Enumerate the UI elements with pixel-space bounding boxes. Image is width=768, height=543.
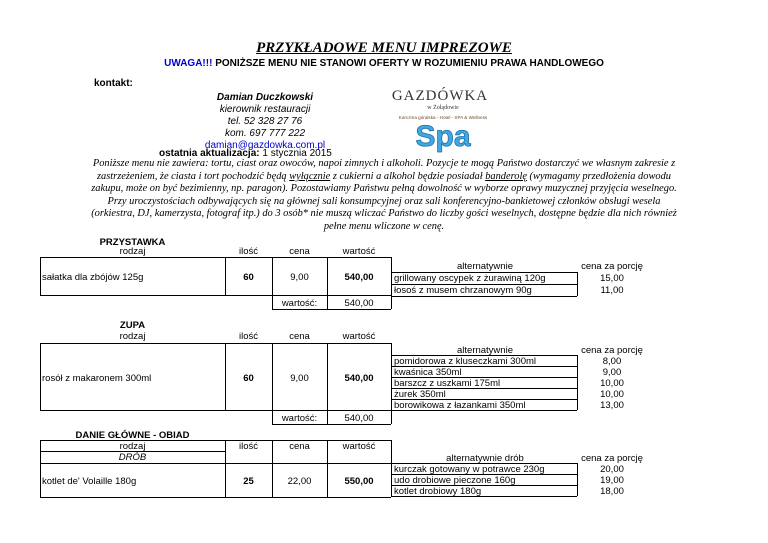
section-title: PRZYSTAWKA [99, 237, 166, 248]
col-header-wartosc: wartość [342, 246, 376, 257]
legal-warning [0, 58, 768, 69]
last-updated-value: 1 stycznia 2015 [259, 148, 332, 159]
contact-role: kierownik restauracji [219, 104, 311, 115]
total-label: wartość: [281, 413, 318, 424]
alt-price-header: cena za porcję [581, 453, 643, 464]
col-header-wartosc: wartość [342, 331, 376, 342]
alt-price-header: cena za porcję [581, 261, 643, 272]
note-line-2: zastrzeżeniem, że ciasta i tort pochodzić będą wyłącznie z cukierni a alkohol będzie posiadał banderolę (wymagamy przedłożenia dowodu [97, 170, 671, 182]
section-title: DANIE GŁÓWNE - OBIAD [75, 430, 190, 441]
alt-item: kurczak gotowany w potrawce 230g [394, 464, 545, 475]
item-qty: 60 [243, 272, 254, 283]
item-value: 540,00 [344, 373, 374, 384]
logo-spa: Spa [415, 120, 471, 153]
item-qty: 60 [243, 373, 254, 384]
alt-item: borowikowa z łazankami 350ml [394, 400, 526, 411]
item-price: 9,00 [290, 272, 309, 283]
item-name: sałatka dla zbójów 125g [42, 272, 144, 283]
col-header-ilosc: ilość [238, 246, 258, 257]
alt-price-header: cena za porcję [581, 345, 643, 356]
underlined-banderole: banderolę [485, 170, 527, 182]
alt-price: 19,00 [600, 475, 624, 486]
alt-price: 15,00 [600, 273, 624, 284]
alt-header: alternatywnie drób [446, 453, 524, 464]
alt-price: 10,00 [600, 378, 624, 389]
total-label: wartość: [281, 298, 318, 309]
col-header-ilosc: ilość [238, 441, 258, 452]
col-header-ilosc: ilość [238, 331, 258, 342]
menu-notes [20, 158, 748, 234]
item-name: kotlet de' Volaille 180g [42, 476, 137, 487]
section-title: ZUPA [119, 320, 146, 331]
logo-sub: w Żołądowie [427, 105, 459, 111]
col-header-wartosc: wartość [342, 441, 376, 452]
page-title: PRZYKŁADOWE MENU IMPREZOWE [256, 40, 512, 56]
note-line-4: Przy uroczystościach odbywających się na głównej sali konsumpcyjnej oraz sali konferencyjno-bankietowej członków obsługi wesela [107, 195, 661, 207]
alt-item: barszcz z uszkami 175ml [394, 378, 501, 389]
contact-phone: tel. 52 328 27 76 [227, 116, 303, 127]
contact-label: kontakt: [94, 78, 133, 89]
alt-price: 18,00 [600, 486, 624, 497]
alt-item: żurek 350ml [394, 389, 446, 400]
warning-prefix: UWAGA!!! [164, 58, 213, 69]
note-line-1: Poniższe menu nie zawiera: tortu, ciast oraz owoców, napoi zimnych i alkoholi. Pozycje te mogą Państwo dostarczyć we własnym zakresie z [92, 158, 676, 169]
item-price: 9,00 [290, 373, 309, 384]
item-price: 22,00 [287, 476, 312, 487]
note-line-5: (orkiestra, DJ, kamerzysta, fotograf itp.) do 3 osób* nie muszą wliczać Państwo do liczby gości weselnych, dostępne będzie dla nich również [91, 208, 677, 220]
item-name: rosół z makaronem 300ml [42, 373, 152, 384]
alt-price: 10,00 [600, 389, 624, 400]
logo-graphic [378, 82, 508, 160]
alt-item: grillowany oscypek z żurawiną 120g [394, 273, 546, 284]
alt-price: 11,00 [600, 285, 624, 296]
item-qty: 25 [243, 476, 254, 487]
warning-text: PONIŻSZE MENU NIE STANOWI OFERTY W ROZUMIENIU PRAWA HANDLOWEGO [212, 58, 604, 69]
col-header-rodzaj: rodzaj [119, 441, 146, 452]
col-header-rodzaj: rodzaj [119, 331, 146, 342]
item-value: 550,00 [344, 476, 374, 487]
contact-name: Damian Duczkowski [216, 92, 314, 103]
col-header-rodzaj: rodzaj [119, 246, 146, 257]
total-value: 540,00 [344, 413, 374, 424]
subsection-title: DRÓB [118, 452, 147, 463]
total-value: 540,00 [344, 298, 374, 309]
alt-item: łosoś z musem chrzanowym 90g [394, 285, 532, 296]
col-header-cena: cena [289, 331, 310, 342]
item-value: 540,00 [344, 272, 374, 283]
alt-price: 13,00 [600, 400, 624, 411]
logo-name: GAZDÓWKA [391, 88, 489, 104]
alt-header: alternatywnie [457, 345, 513, 356]
note-line-3: zakupu, może on być bezimienny, np. paragon). Pozostawiamy Państwu pełną dowolność w wyborze oprawy muzycznej przyjęcia weselnego. [91, 183, 677, 195]
alt-item: udo drobiowe pieczone 160g [394, 475, 516, 486]
note-line-6: pełne menu wliczone w cenę. [323, 220, 445, 232]
alt-item: kotlet drobiowy 180g [394, 486, 482, 497]
col-header-cena: cena [289, 441, 310, 452]
last-updated-label: ostatnia aktualizacja: [159, 148, 260, 159]
alt-item: kwaśnica 350ml [394, 367, 462, 378]
alt-price: 20,00 [600, 464, 624, 475]
alt-header: alternatywnie [457, 261, 513, 272]
alt-price: 8,00 [602, 356, 622, 367]
logo-tagline: Karczma góralska - Hotel - SPA & Wellness [398, 115, 488, 120]
alt-item: pomidorowa z kluseczkami 300ml [394, 356, 537, 367]
col-header-cena: cena [289, 246, 310, 257]
gazdowka-logo [378, 82, 508, 160]
alt-price: 9,00 [602, 367, 622, 378]
underlined-exclusively: wyłącznie [289, 170, 331, 182]
contact-mobile: kom. 697 777 222 [224, 128, 306, 139]
contact-email[interactable]: damian@gazdowka.com.pl [204, 140, 326, 151]
